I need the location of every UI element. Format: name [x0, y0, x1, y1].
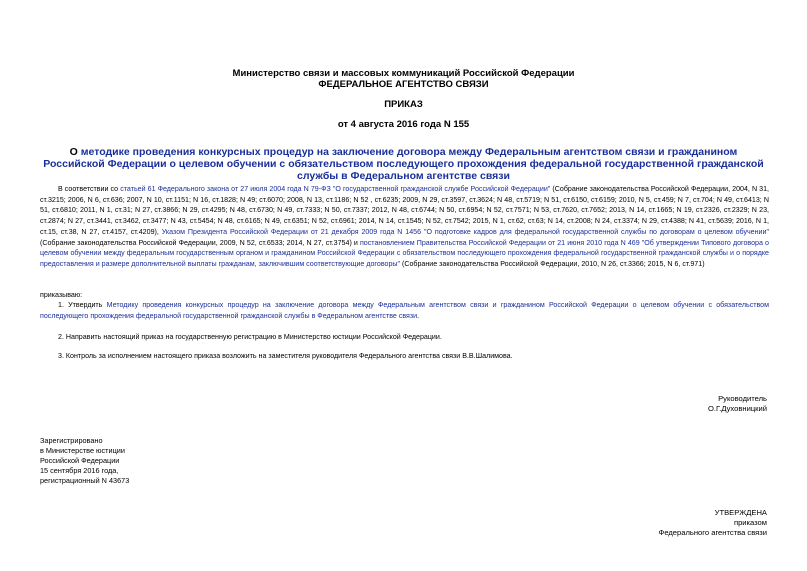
title-link[interactable]: методике проведения конкурсных процедур на заключение договора между Федеральным агентством связи и гражданином Российской Федерации о целевом обучении с обязательством последующего прохождения федеральной государственной гражданской службы в Федеральном агентстве связи [43, 146, 764, 182]
resolution-link[interactable]: постановлением Правительства Российской Федерации от 21 июня 2010 года N 469 "Об утверждении Типового договора о целевом обучении между федеральным государственным органом и гражданином Российской Федерации с обязательством последующего прохождения федеральной государственной гражданской службы и о порядке предоставления и размере дополнительной выплаты гражданам, заключившим соответствующие договоры" [40, 238, 769, 268]
decree-link[interactable]: Указом Президента Российской Федерации от 21 декабря 2009 года N 1456 "О подготовке кадров для федеральной государственной службы по договорам о целевом обучении" [161, 227, 769, 236]
order-word: приказываю: [40, 291, 83, 299]
preamble-paragraph [40, 184, 769, 270]
approved-line-3: Федерального агентства связи [658, 528, 767, 537]
signature-role: Руководитель [718, 394, 767, 403]
document-date: от 4 августа 2016 года N 155 [337, 119, 470, 130]
document-type: ПРИКАЗ [384, 99, 423, 110]
methodology-link[interactable]: Методику проведения конкурсных процедур на заключение договора между Федеральным агентством связи и гражданином Российской Федерации о целевом обучении с обязательством последующего прохождения федеральной государственной гражданской службы в Федеральном агентстве связи [40, 301, 769, 320]
preamble-text-3: (Собрание законодательства Российской Федерации, 2009, N 52, ст.6533; 2014, N 27, ст.3754) и [40, 238, 360, 247]
item1-text: 1. Утвердить [58, 301, 107, 309]
registration-line-4: 15 сентября 2016 года, [40, 466, 119, 475]
registration-line-1: Зарегистрировано [40, 436, 103, 445]
registration-line-3: Российской Федерации [40, 456, 120, 465]
order-item-3: 3. Контроль за исполнением настоящего приказа возложить на заместителя руководителя Федерального агентства связи В.В.Шалимова. [58, 352, 513, 360]
agency-name: ФЕДЕРАЛЬНОЕ АГЕНТСТВО СВЯЗИ [318, 79, 489, 90]
order-item-1 [40, 300, 769, 321]
document-title [40, 146, 767, 182]
registration-line-5: регистрационный N 43673 [40, 476, 130, 485]
registration-line-2: в Министерстве юстиции [40, 446, 125, 455]
title-prefix: О [69, 146, 81, 158]
law-link[interactable]: статьей 61 Федерального закона от 27 июля 2004 года N 79-ФЗ "О государственной гражданской службе Российской Федерации" [120, 185, 551, 193]
preamble-text-2: (Собрание законодательства Российской Федерации, 2004, N 31, ст.3215; 2006, N 6, ст.636; 2007, N 10, ст.1151; N 16, ст.1828; N 49; ст.6070; 2008, N 13, ст.1186; N 52 , ст.6235; 2009, N 29, ст.3597, ст.3624; N 48, ст.5719; N 51, ст.6150, ст.6159; 2010, N 5, ст.459; N 7, ст.704; N 49, ст.6413; N 51, ст.6810; 2011, N 1, ст.31; N 27, ст.3866; N 29, ст.4295; N 48, ст.6730; N 49, ст.7333; N 50, ст.7337; 2012, N 48, ст.6744; N 50, ст.6954; N 52, ст.7571; N 53, ст.7620, ст.7652; 2013, N 14, ст.1665; N 19, ст.2326, ст.2329; N 23, ст.2874; N 27, ст.3441, ст.3462, ст.3477; N 43, ст.5454; N 48, ст.6165; N 49, ст.6351; N 52, ст.6961; 2014, N 14, ст.1545; N 52, ст.7542; 2015, N 1, ст.62, ст.63; N 14, ст.2008; N 24, ст.3374; N 29, ст.4388; N 41, ст.5639; 2016, N 1, ст.15, ст.38, N 27, ст.4157, ст.4209), [40, 185, 770, 236]
order-item-2: 2. Направить настоящий приказ на государственную регистрацию в Министерство юстиции Российской Федерации. [58, 333, 442, 341]
preamble-text-4: (Собрание законодательства Российской Федерации, 2010, N 26, ст.3366; 2015, N 6, ст.971) [400, 259, 705, 268]
approved-line-1: УТВЕРЖДЕНА [714, 508, 767, 517]
ministry-name: Министерство связи и массовых коммуникаций Российской Федерации [232, 68, 575, 79]
item1-end: . [417, 311, 420, 320]
signature-name: О.Г.Духовницкий [708, 404, 767, 413]
preamble-text-1: В соответствии со [58, 185, 121, 193]
approved-line-2: приказом [733, 518, 767, 527]
